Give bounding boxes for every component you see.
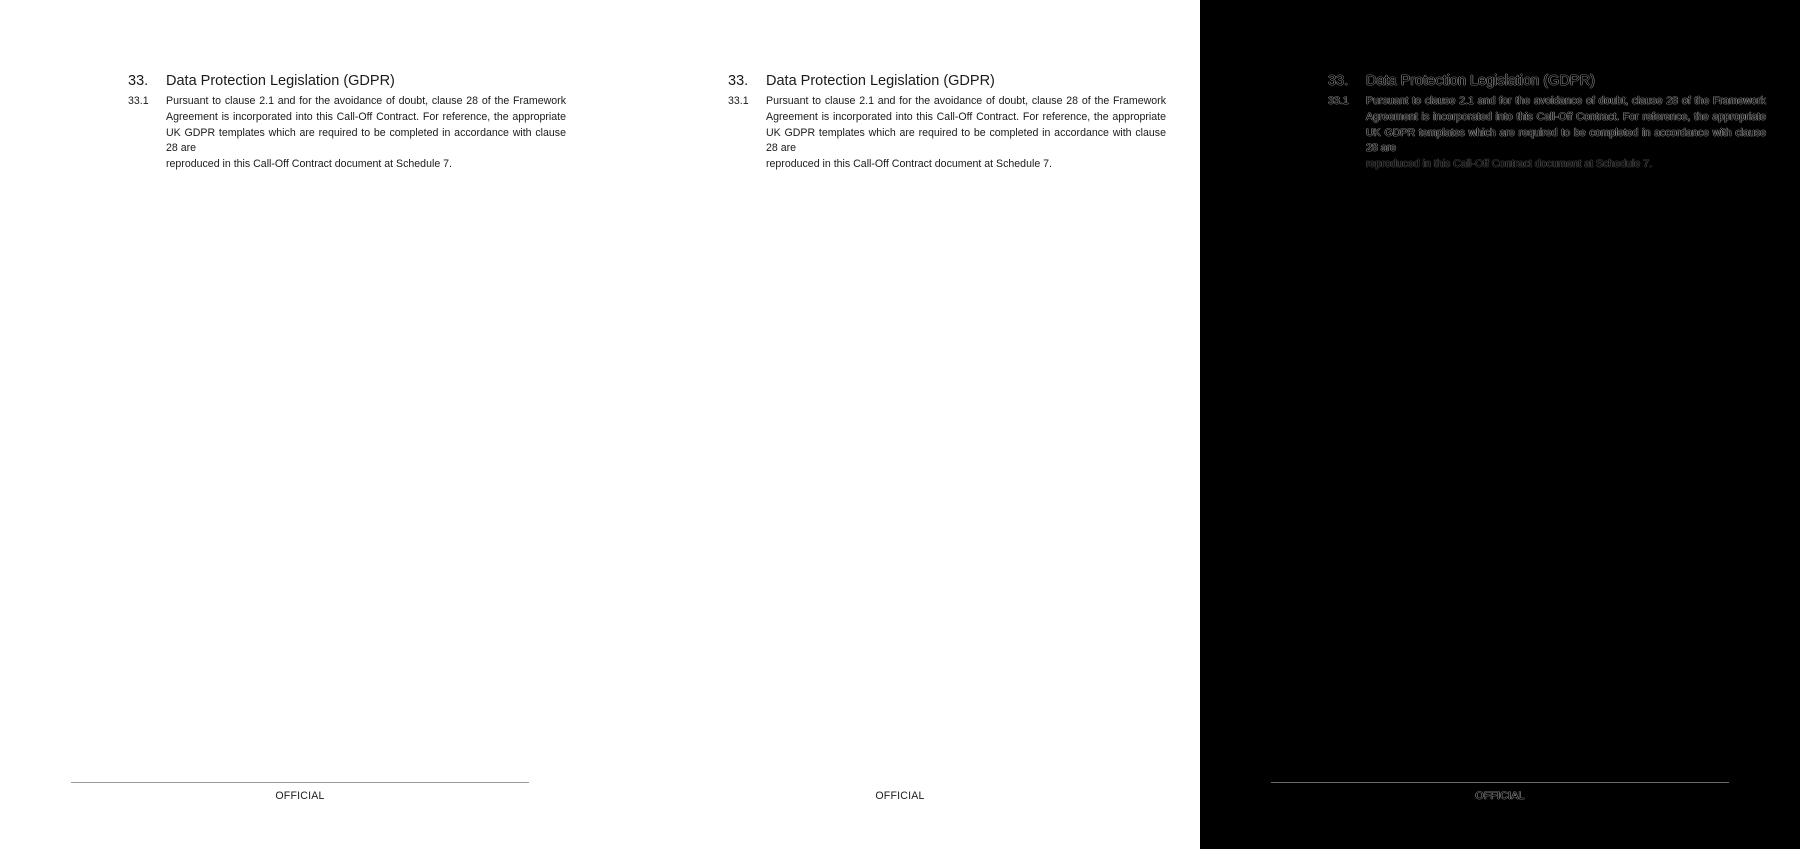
footer-classification: OFFICIAL <box>875 790 925 802</box>
clause-number: 33.1 <box>128 95 149 107</box>
section-heading <box>728 72 1148 90</box>
clause-block <box>1328 94 1766 173</box>
section-heading <box>1328 72 1748 90</box>
clause-number: 33.1 <box>728 95 749 107</box>
footer-rule <box>1271 782 1729 783</box>
clause-body <box>766 94 1166 173</box>
clause-text: Pursuant to clause 2.1 and for the avoidance of doubt, clause 28 of the Framework Agreement is incorporated into this Call-Off Contract. For reference, the appropriate UK GDPR templates which are required to be completed in accordance with clause 28 are <box>766 95 1166 155</box>
section-number: 33. <box>128 73 149 89</box>
clause-text: Pursuant to clause 2.1 and for the avoidance of doubt, clause 28 of the Framework Agreement is incorporated into this Call-Off Contract. For reference, the appropriate UK GDPR templates which are required to be completed in accordance with clause 28 are <box>1366 95 1766 155</box>
clause-body <box>166 94 566 173</box>
section-number: 33. <box>728 73 749 89</box>
page-panel-clean <box>600 0 1200 849</box>
footer-rule <box>71 782 529 783</box>
footer-classification: OFFICIAL <box>275 790 325 802</box>
footer-classification: OFFICIAL <box>1475 790 1525 802</box>
section-number: 33. <box>1328 73 1349 89</box>
clause-block <box>128 94 566 173</box>
section-title: Data Protection Legislation (GDPR) <box>166 73 395 89</box>
clause-body <box>1366 94 1766 173</box>
section-heading <box>128 72 548 90</box>
page-panel-original <box>0 0 600 849</box>
clause-last-line: reproduced in this Call-Off Contract document at Schedule 7. <box>166 158 452 171</box>
clause-block <box>728 94 1166 173</box>
clause-last-line: reproduced in this Call-Off Contract document at Schedule 7. <box>1366 158 1652 171</box>
page-panel-edge-map <box>1200 0 1800 849</box>
clause-last-line: reproduced in this Call-Off Contract document at Schedule 7. <box>766 158 1052 171</box>
section-title: Data Protection Legislation (GDPR) <box>766 73 995 89</box>
section-title: Data Protection Legislation (GDPR) <box>1366 73 1595 89</box>
clause-text: Pursuant to clause 2.1 and for the avoidance of doubt, clause 28 of the Framework Agreement is incorporated into this Call-Off Contract. For reference, the appropriate UK GDPR templates which are required to be completed in accordance with clause 28 are <box>166 95 566 155</box>
clause-number: 33.1 <box>1328 95 1349 107</box>
